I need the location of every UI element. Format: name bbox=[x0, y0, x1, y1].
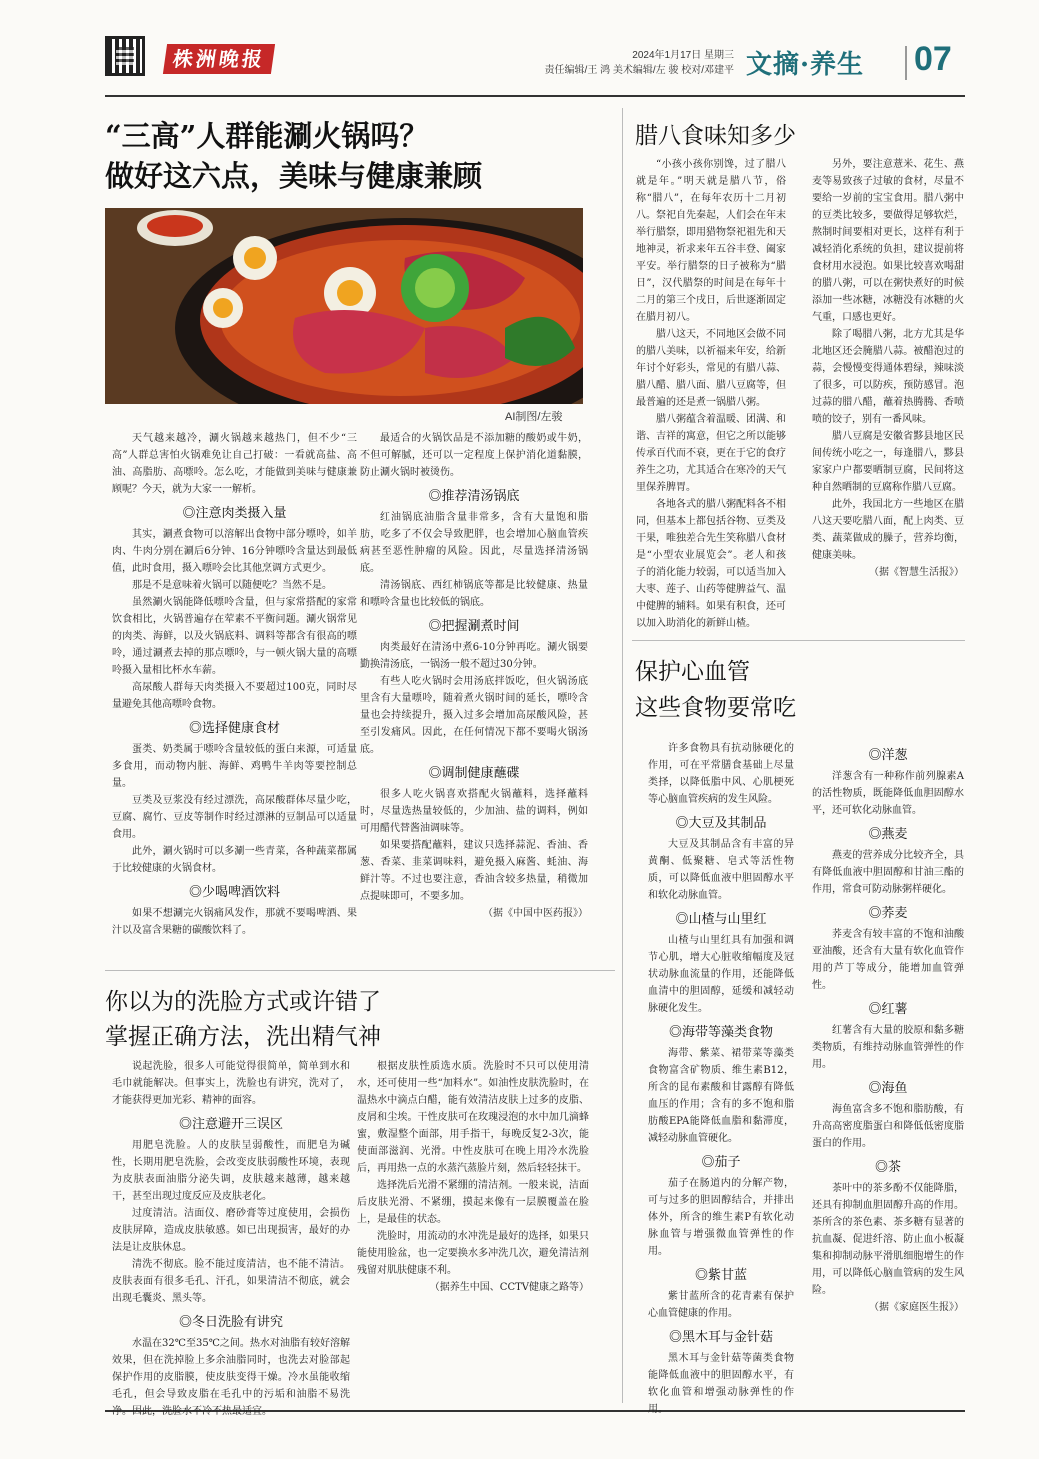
subhead-tea: ◎茶 bbox=[874, 1159, 901, 1174]
subhead-beer: ◎少喝啤酒饮料 bbox=[188, 884, 280, 899]
article1-intro: 天气越来越冷，涮火锅越来越热门，但不少“三高”人群总害怕火锅难免让自己打破：一看就高盐、高油、高脂肪、高嘌呤。怎么吃，才能做到美味与健康兼顾呢？今天，就为大家一一解析。 bbox=[112, 433, 357, 495]
article4-title: 保护心血管 这些食物要常吃 bbox=[635, 659, 796, 721]
photo-caption: AI制图/左骏 bbox=[505, 411, 563, 423]
article3-source: （据《智慧生活报》） bbox=[869, 567, 964, 578]
article4-intro: 许多食物具有抗动脉硬化的作用，可在平常膳食基础上尽量类择，以降低脂中风、心肌梗死等心脑血管疾病的发生风险。 bbox=[648, 743, 794, 805]
subhead-sweet-potato: ◎红薯 bbox=[868, 1001, 908, 1016]
subhead-seaweed: ◎海带等藻类食物 bbox=[668, 1024, 773, 1039]
subhead-hawthorn: ◎山楂与山里红 bbox=[675, 911, 767, 926]
article4-col1: 许多食物具有抗动脉硬化的作用，可在平常膳食基础上尽量类择，以降低脂中风、心肌梗死等心脑血管疾病的发生风险。 ◎大豆及其制品 大豆及其制品含有丰富的异黄酮、低聚糖、皂式等活性物质，可以降低血液中胆固醇水平和软化动脉血管。 ◎山楂与山里红 山楂与山里红具有加强和调节心肌，增大心脏收缩幅度及冠状动脉血流量的作用，还能降低血清中的胆固醇，延缓和减轻动脉硬化发生。 ◎海带等藻类食物 海带、紫菜、裙带菜等藻类食物富含矿物质、维生素B12，所含的昆布素酸和甘露醇有降低血压的作用；含有的多不饱和脂肪酸EPA能降低血脂和黏滞度，减轻动脉血管硬化。 ◎茄子 茄子在肠道内的分解产物，可与过多的胆固醇结合，并排出体外，所含的维生素P有软化动脉血管与增强微血管弹性的作用。 ◎紫甘蓝 紫甘蓝所含的花青素有保护心血管健康的作用。 ◎黑木耳与金针菇 黑木耳与金针菇等菌类食物能降低血液中的胆固醇水平，有软化血管和增强动脉弹性的作用。 bbox=[648, 740, 794, 1418]
page-number: 07 bbox=[914, 40, 952, 78]
article1-col2: 最适合的火锅饮品是不添加糖的酸奶或牛奶，不但可解腻，还可以一定程度上保护消化道黏膜，防止涮火锅时被烫伤。 ◎推荐清汤锅底 红油锅底油脂含量非常多，含有大量饱和脂肪，吃多了不仅会导致肥胖，也会增加心脑血管疾病甚至恶性肿瘤的风险。因此，尽量选择清汤锅底。 清汤锅底、西红柿锅底等都是比较健康、热量和嘌呤含量也比较低的锅底。 ◎把握涮煮时间 肉类最好在清汤中煮6-10分钟再吃。涮火锅要勤换清汤底，一锅汤一般不超过30分钟。 有些人吃火锅时会用汤底拌饭吃，但火锅汤底里含有大量嘌呤，随着煮火锅时间的延长，嘌呤含量也会持续提升，摄入过多会增加高尿酸风险，甚至引发痛风。因此，在任何情况下都不要喝火锅汤底。 ◎调制健康蘸碟 很多人吃火锅喜欢搭配火锅蘸料，选择蘸料时，尽量选热量较低的，少加油、盐的调料，例如可用醋代替酱油调味等。 如果要搭配蘸料，建议只选择蒜泥、香油、香葱、香菜、韭菜调味料，避免摄入麻酱、蚝油、海鲜汁等。不过也要注意，香油含较多热量，稍微加点提味即可，不要多加。 （据《中国中医药报》） bbox=[360, 430, 588, 922]
qr-code bbox=[105, 36, 145, 76]
article4-col2: ◎洋葱 洋葱含有一种称作前列腺素A的活性物质，既能降低血胆固醇水平，还可软化动脉血管。 ◎燕麦 燕麦的营养成分比较齐全，具有降低血液中胆固醇和甘油三酯的作用，常食可防动脉粥样硬化。 ◎荞麦 荞麦含有较丰富的不饱和油酸亚油酸，还含有大量有软化血管作用的芦丁等成分，能增加血管弹性。 ◎红薯 红薯含有大量的胶原和黏多糖类物质，有维持动脉血管弹性的作用。 ◎海鱼 海鱼富含多不饱和脂肪酸，有升高高密度脂蛋白和降低低密度脂蛋白的作用。 ◎茶 茶叶中的茶多酚不仅能降脂，还具有抑制血胆固醇升高的作用。茶所含的茶色素、茶多糖有显著的抗血凝、促进纤溶、防止血小板凝集和抑制动脉平滑肌细胞增生的作用，可以降低心脑血管病的发生风险。 （据《家庭医生报》） bbox=[812, 740, 964, 1316]
article2-source: （据养生中国、CCTV健康之路等） bbox=[429, 1282, 589, 1293]
article4-source: （据《家庭医生报》） bbox=[869, 1302, 964, 1313]
article2-col2: 根据皮肤性质选水质。洗脸时不只可以使用清水，还可使用一些“加料水”。如油性皮肤洗脸时，在温热水中滴点白醋，能有效清洁皮肤上过多的皮脂、皮屑和尘埃。干性皮肤可在玫瑰浸泡的水中加几滴蜂蜜，敷湿整个面部，用手指干，每晚反复2-3次，能使面部滋润、光滑。中性皮肤可在晚上用冷水洗脸后，再用热一点的水蒸汽蒸脸片刻，然后轻轻抹干。 选择洗后光滑不紧绷的清洁剂。一般来说，洁面后皮肤光滑、不紧绷，摸起来像有一层膜覆盖在脸上，是最佳的状态。 洗脸时，用流动的水冲洗是最好的选择，如果只能使用脸盆，也一定要换水多冲洗几次，避免清洁剂残留对肌肤健康不利。 （据养生中国、CCTV健康之路等） bbox=[357, 1058, 589, 1296]
subhead-meat: ◎注意肉类摄入量 bbox=[182, 505, 287, 520]
top-rule bbox=[105, 95, 965, 97]
article2-col1: 说起洗脸，很多人可能觉得很简单，简单到水和毛巾就能解决。但事实上，洗脸也有讲究，洗对了，才能获得更加光彩、精神的面容。 ◎注意避开三误区 用肥皂洗脸。人的皮肤呈弱酸性，而肥皂为碱性，长期用肥皂洗脸，会改变皮肤弱酸性环境，表现为皮肤表面油脂分泌失调，皮肤越来越薄，越来越干，甚至出现过度反应及皮肤老化。 过度清洁。洁面仪、磨砂膏等过度使用，会损伤皮肤屏障，造成皮肤敏感。如已出现损害，最好的办法是让皮肤休息。 清洗不彻底。脸不能过度清洁，也不能不清洁。皮肤表面有很多毛孔、汗孔，如果清洁不彻底，就会出现毛囊炎、黑头等。 ◎冬日洗脸有讲究 水温在32℃至35℃之间。热水对油脂有较好溶解效果，但在洗掉脸上多余油脂同时，也洗去对脸部起保护作用的皮脂膜，使皮肤变得干燥。冷水虽能收缩毛孔，但会导致皮脂在毛孔中的污垢和油脂不易洗净。因此，洗脸水不冷不热最适宜。 bbox=[112, 1058, 350, 1420]
article-divider-right bbox=[632, 640, 965, 641]
subhead-fungus: ◎黑木耳与金针菇 bbox=[668, 1329, 773, 1344]
article3-col2: 另外，要注意薏米、花生、燕麦等易致孩子过敏的食材，尽量不要给一岁前的宝宝食用。腊八粥中的豆类比较多，要做得足够软烂，熬制时间要相对更长，这样有利于减轻消化系统的负担，建议提前将食材用水浸泡。如果比较喜欢喝甜的腊八粥，可以在粥快煮好的时候添加一些冰糖，冰糖没有冰糖的火气重，口感也更好。 除了喝腊八粥，北方尤其是华北地区还会腌腊八蒜。被醋泡过的蒜，会慢慢变得通体碧绿，辣味淡了很多，可以防疾，预防感冒。泡过蒜的腊八醋，蘸着热腾腾、香喷喷的饺子，别有一番风味。 腊八豆腐是安徽省黟县地区民间传统小吃之一，每逢腊八，黟县家家户户都要晒制豆腐，民间将这种自然晒制的豆腐称作腊八豆腐。 此外，我国北方一些地区在腊八这天要吃腊八面，配上肉类、豆类、蔬菜做成的臊子，营养均衡，健康美味。 （据《智慧生活报》） bbox=[812, 156, 964, 581]
issue-meta bbox=[545, 48, 734, 78]
subhead-buckwheat: ◎荞麦 bbox=[868, 905, 908, 920]
issue-date: 2024年1月17日 星期三 bbox=[632, 50, 734, 61]
section-name: 文摘·养生 bbox=[746, 50, 865, 80]
masthead-divider bbox=[905, 46, 907, 80]
subhead-soy: ◎大豆及其制品 bbox=[675, 815, 767, 830]
subhead-sauce: ◎调制健康蘸碟 bbox=[428, 765, 520, 780]
subhead-oats: ◎燕麦 bbox=[868, 826, 908, 841]
article1-title: “三高”人群能涮火锅吗？ 做好这六点，美味与健康兼顾 bbox=[105, 119, 483, 193]
subhead-winter: ◎冬日洗脸有讲究 bbox=[178, 1314, 283, 1329]
editors-line: 责任编辑/王 鸿 美术编辑/左 骏 校对/邓建平 bbox=[544, 65, 734, 76]
subhead-time: ◎把握涮煮时间 bbox=[428, 618, 520, 633]
subhead-mistakes: ◎注意避开三误区 bbox=[178, 1116, 283, 1131]
article2-intro: 说起洗脸，很多人可能觉得很简单，简单到水和毛巾就能解决。但事实上，洗脸也有讲究，洗对了，才能获得更加光彩、精神的面容。 bbox=[112, 1061, 350, 1106]
article-divider-left bbox=[105, 970, 615, 971]
newspaper-logo: 株洲晚报 bbox=[163, 44, 275, 74]
subhead-onion: ◎洋葱 bbox=[868, 747, 908, 762]
subhead-purple-cabbage: ◎紫甘蓝 bbox=[694, 1267, 747, 1282]
article3-title: 腊八食味知多少 bbox=[635, 123, 796, 149]
article1-source: （据《中国中医药报》） bbox=[483, 908, 588, 919]
hotpot-image bbox=[105, 208, 583, 404]
subhead-sea-fish: ◎海鱼 bbox=[868, 1080, 908, 1095]
hotpot-illustration bbox=[105, 208, 583, 404]
article1-col1: 天气越来越冷，涮火锅越来越热门，但不少“三高”人群总害怕火锅难免让自己打破：一看就高盐、高油、高脂肪、高嘌呤。怎么吃，才能做到美味与健康兼顾呢？今天，就为大家一一解析。 ◎注意肉类摄入量 其实，涮煮食物可以溶解出食物中部分嘌呤，如羊肉、牛肉分别在涮后6分钟、16分钟嘌呤含量达到最低值，此时食用，摄入嘌呤会比其他烹调方式更少。 那是不是意味着火锅可以随便吃？当然不是。 虽然涮火锅能降低嘌呤含量，但与家常搭配的家常饮食相比，火锅普遍存在荤素不平衡问题。涮火锅常见的肉类、海鲜，以及火锅底料、调料等都含有很高的嘌呤，通过涮煮去掉的那点嘌呤，与一顿火锅大量的高嘌呤摄入量相比杯水车薪。 高尿酸人群每天肉类摄入不要超过100克，同时尽量避免其他高嘌呤食物。 ◎选择健康食材 蛋类、奶类属于嘌呤含量较低的蛋白来源，可适量多食用，而动物内脏、海鲜、鸡鸭牛羊肉等要控制总量。 豆类及豆浆没有经过漂洗，高尿酸群体尽量少吃，豆腐、腐竹、豆皮等制作时经过漂淋的豆制品可以适量食用。 此外，涮火锅时可以多涮一些青菜，各种蔬菜都属于比较健康的火锅食材。 ◎少喝啤酒饮料 如果不想涮完火锅痛风发作，那就不要喝啤酒、果汁以及富含果糖的碳酸饮料了。 bbox=[112, 430, 357, 939]
subhead-ingredients: ◎选择健康食材 bbox=[188, 720, 280, 735]
subhead-eggplant: ◎茄子 bbox=[701, 1154, 741, 1169]
column-divider bbox=[622, 108, 623, 1403]
article3-col1: “小孩小孩你别馋，过了腊八就是年。”明天就是腊八节，俗称“腊八”，在每年农历十二月初八。祭祀自先秦起，人们会在年末举行腊祭，即用猎物祭祀祖先和天地神灵，祈求来年五谷丰登、阖家平安。举行腊祭的日子被称为“腊日”，汉代腊祭的时间是在每年十二月的第三个戌日，后世逐渐固定在腊月初八。 腊八这天，不同地区会做不同的腊八美味，以祈福来年安，给新年讨个好彩头，常见的有腊八蒜、腊八醋、腊八面、腊八豆腐等，但最普遍的还是煮一锅腊八粥。 腊八粥蕴含着温暖、团满、和谐、吉祥的寓意，但它之所以能够传承百代而不衰，更在于它的食疗养生之功，尤其适合在寒冷的天气里保养脾胃。 各地各式的腊八粥配料各不相同，但基本上都包括谷物、豆类及干果，唯独差合先生笑称腊八食材是“小型农业展览会”。老人和孩子的消化能力较弱，可以适当加入大枣、莲子、山药等健脾益气、温中健脾的辅料。如果有积食，还可以加入助消化的新鲜山楂。 bbox=[636, 159, 786, 629]
article2-title: 你以为的洗脸方式或许错了 掌握正确方法，洗出精气神 bbox=[105, 989, 381, 1050]
subhead-broth: ◎推荐清汤锅底 bbox=[428, 488, 520, 503]
